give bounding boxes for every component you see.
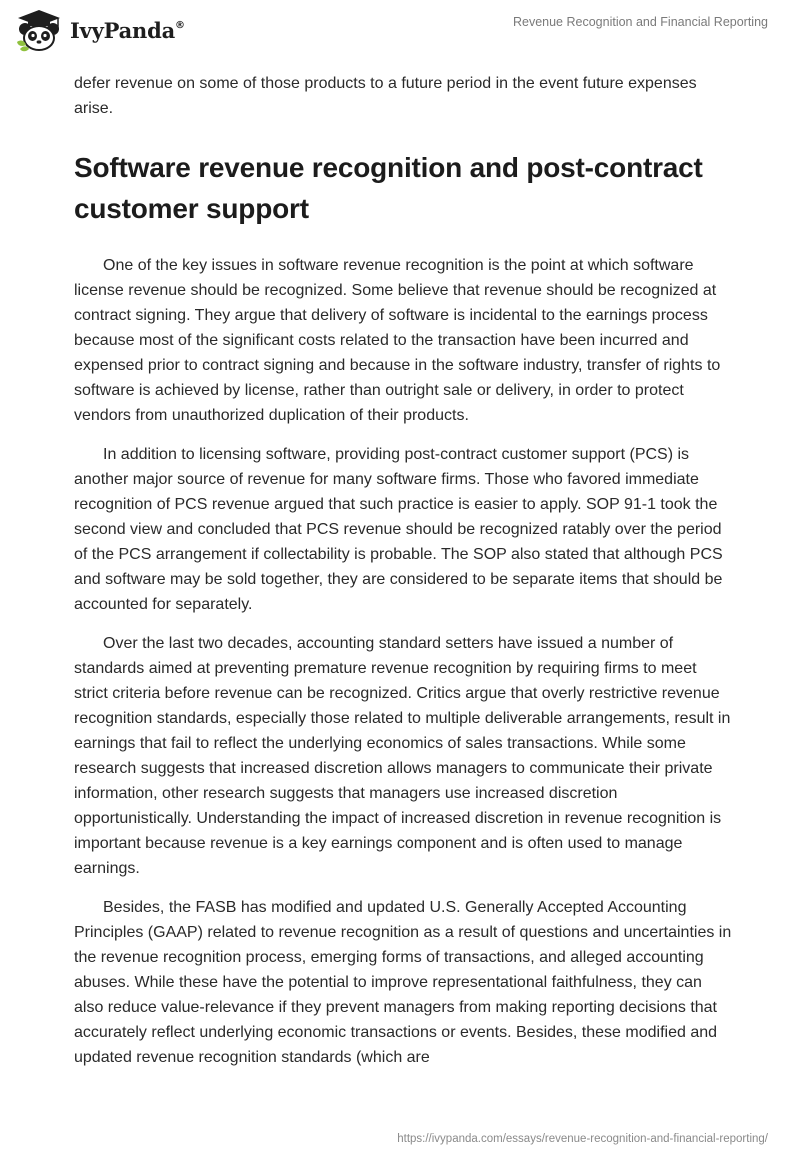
- essay-body: [74, 71, 734, 1070]
- body-paragraph-2: In addition to licensing software, providing post-contract customer support (PCS) is another major source of revenue for many software firms. Those who favored immediate recognition of PCS revenue argued that such practice is easier to apply. SOP 91-1 took the second view and concluded that PCS revenue should be recognized ratably over the period of the PCS arrangement if collectability is probable. The SOP also stated that although PCS and software may be sold together, they are considered to be separate items that should be accounted for separately.: [74, 446, 723, 613]
- body-paragraph-3: Over the last two decades, accounting standard setters have issued a number of standards aimed at preventing premature revenue recognition by requiring firms to meet strict criteria before revenue can be recognized. Critics argue that overly restrictive revenue recognition standards, especially those related to multiple deliverable arrangements, result in earnings that fail to reflect the underlying economics of sales transactions. While some research suggests that increased discretion allows managers to communicate their private information, other research suggests that managers use increased discretion opportunistically. Understanding the impact of increased discretion in revenue recognition is important because revenue is a key earnings component and is often used to manage earnings.: [74, 635, 731, 877]
- document-title: Revenue Recognition and Financial Reporting: [512, 15, 768, 29]
- page-header: [0, 0, 800, 60]
- section-heading: Software revenue recognition and post-contract customer support: [74, 152, 703, 224]
- intro-paragraph: defer revenue on some of those products to a future period in the event future expenses arise.: [74, 75, 697, 117]
- panda-graduate-icon: [14, 8, 64, 52]
- source-url[interactable]: https://ivypanda.com/essays/revenue-recognition-and-financial-reporting/: [397, 1133, 768, 1145]
- body-paragraph-4: Besides, the FASB has modified and updated U.S. Generally Accepted Accounting Principles (GAAP) related to revenue recognition as a result of questions and uncertainties in the revenue recognition process, emerging forms of transactions, and alleged accounting abuses. While these have the potential to improve representational faithfulness, they can also reduce value-relevance if they prevent managers from making reporting decisions that accurately reflect underlying economic transactions or events. Besides, these modified and updated revenue recognition standards (which are: [74, 899, 732, 1066]
- body-paragraph-1: One of the key issues in software revenue recognition is the point at which software license revenue should be recognized. Some believe that revenue should be recognized at contract signing. They argue that delivery of software is incidental to the earnings process because most of the significant costs related to the transaction have been incurred and expensed prior to contract signing and because in the software industry, transfer of rights to software is achieved by license, rather than outright sale or delivery, in order to protect vendors from unauthorized duplication of their products.: [74, 257, 721, 424]
- registered-mark: ®: [175, 19, 185, 31]
- brand-name: IvyPanda®: [70, 17, 185, 43]
- ivypanda-logo[interactable]: [14, 8, 185, 52]
